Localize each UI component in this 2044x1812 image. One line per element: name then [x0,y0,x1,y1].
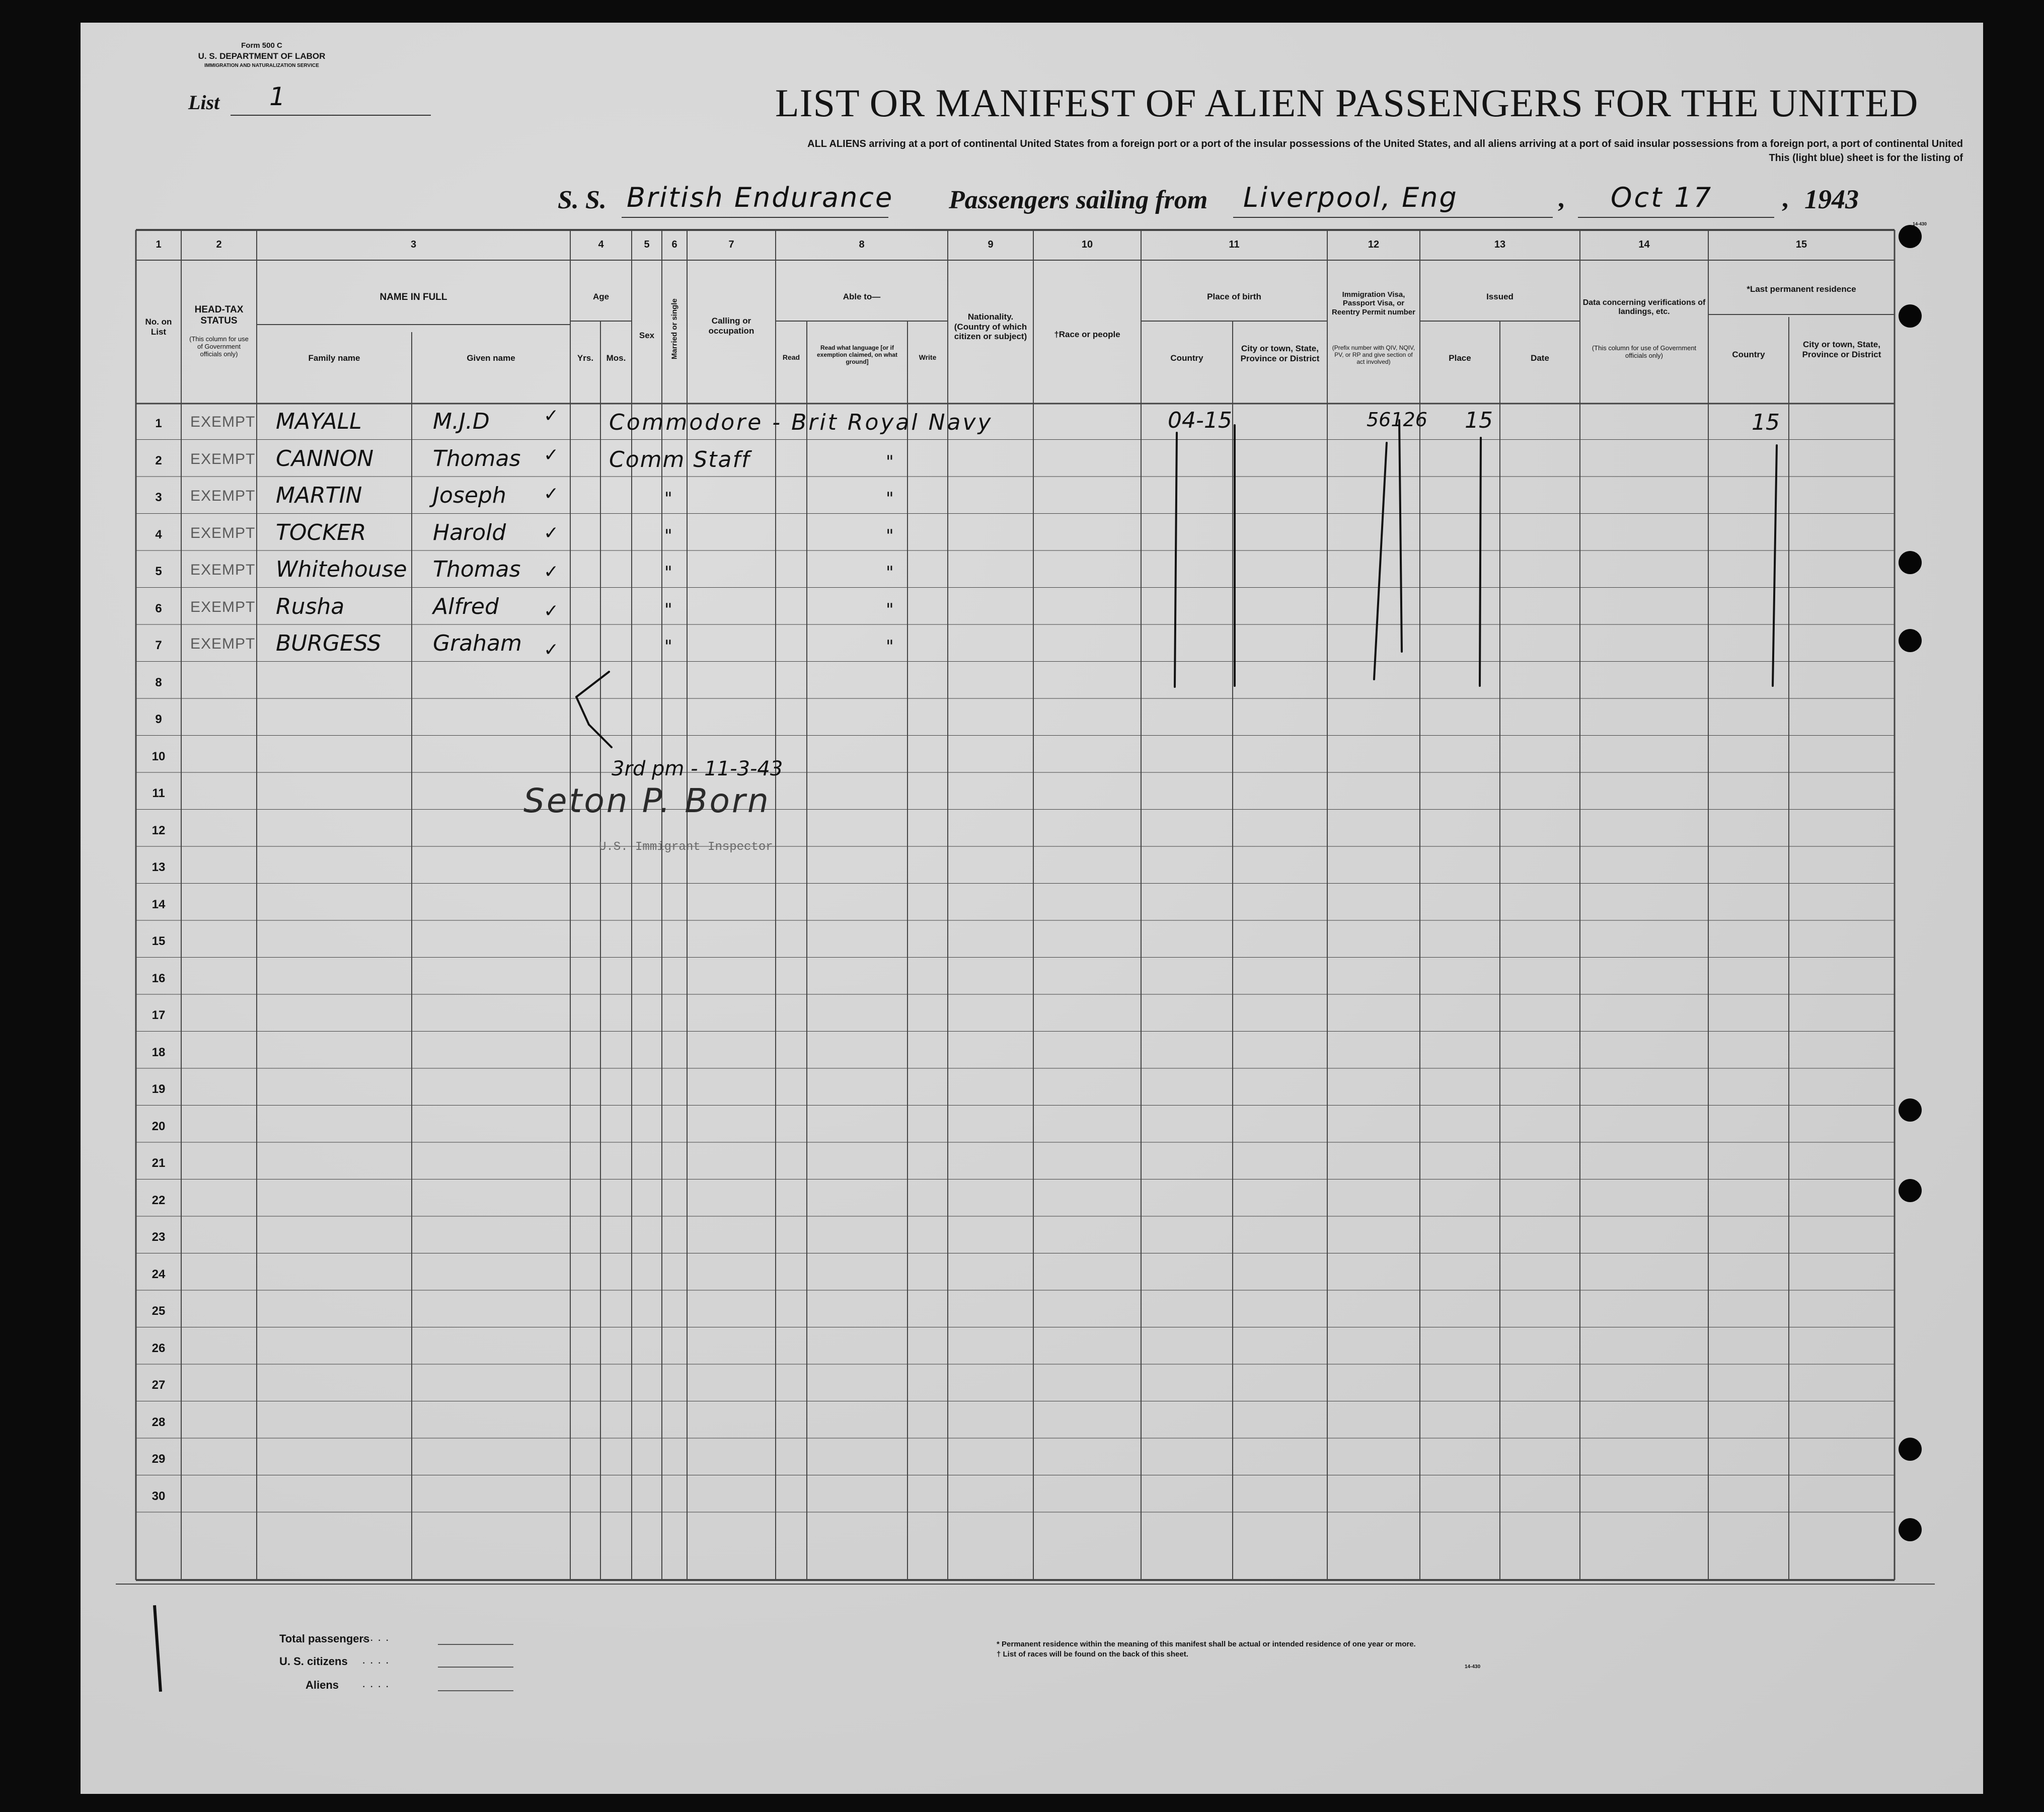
header-date: Date [1531,353,1549,363]
instruction-text-2: This (light blue) sheet is for the listing of [1769,152,1963,164]
visa-issued: 15 [1465,408,1493,433]
header-read: Read [782,353,800,361]
footer-blank-line [438,1667,513,1668]
footer-aliens-label: Aliens [306,1679,339,1691]
row-number: 22 [152,1193,166,1207]
header-country: Country [1170,353,1203,363]
header-sex: Sex [639,331,655,340]
row-number: 24 [152,1267,166,1281]
ship-name: British Endurance [627,182,894,213]
row-number: 16 [152,971,166,985]
family-name: MAYALL [276,409,362,434]
handwritten-annotation: 3rd pm - 11-3-43 [612,757,783,780]
check-mark: ✓ [544,640,559,660]
row-number: 10 [152,749,166,763]
nationality: " [886,489,894,509]
col-num: 13 [1494,239,1506,250]
col-num: 2 [216,239,222,250]
family-name: Whitehouse [276,557,407,582]
header-verifications: Data concerning verifications of landings, etc. [1582,298,1706,317]
col-num: 10 [1081,239,1093,250]
header-res-city: City or town, State, Province or District [1802,340,1881,359]
separator-comma: , [1782,184,1788,213]
head-tax-status: EXEMPT [190,414,256,430]
family-name: BURGESS [276,631,382,656]
footer-leader-dots: .... [362,1677,394,1690]
row-number: 8 [155,675,162,689]
col-num: 1 [156,239,162,250]
check-mark: ✓ [544,522,559,543]
head-tax-status: EXEMPT [190,562,256,578]
handwritten-ditto-stroke [576,672,609,697]
head-tax-status: EXEMPT [190,488,256,504]
handwritten-ditto-stroke [1399,420,1402,652]
row-number: 18 [152,1045,166,1059]
instruction-text: ALL ALIENS arriving at a port of continental United States from a foreign port or a port of the insular possessions of the United States, and all aliens arriving at a port of said insular possessions from a foreign port, a port of continental United [807,138,1963,149]
header-married: Married or single [670,298,679,360]
given-name: Joseph [433,483,506,508]
header-verifications-note: (This column for use of Government officials only) [1592,344,1697,359]
header-place: Place [1449,353,1471,363]
header-write: Write [919,353,937,361]
age-years: " [664,525,672,546]
family-name: CANNON [276,445,374,471]
row-number: 5 [155,565,162,578]
header-mos: Mos. [606,353,626,363]
col-num: 15 [1795,239,1807,250]
given-name: Thomas [433,557,521,582]
row-number: 6 [155,601,162,615]
corner-code: 14-430 [1913,221,1927,226]
list-label: List [188,91,220,114]
sailing-label: Passengers sailing from [949,186,1208,214]
nationality: " [886,525,894,546]
handwritten-ditto-stroke [1175,433,1177,687]
header-race: †Race or people [1054,330,1120,339]
footer-blank-line [438,1644,513,1645]
nationality: " [886,451,894,472]
col-num: 3 [410,239,417,250]
header-place-of-birth: Place of birth [1207,292,1261,301]
col-num: 8 [859,239,865,250]
header-visa-note: (Prefix number with QIV, NQIV, PV, or RP and give section of act involved) [1332,344,1415,365]
row-number: 2 [155,453,162,467]
separator-comma: , [1558,184,1564,213]
col-num: 11 [1229,239,1240,250]
header-issued: Issued [1486,292,1513,301]
footer-citizens-label: U. S. citizens [279,1655,348,1668]
col-num: 4 [598,239,604,250]
header-res-country: Country [1732,350,1765,359]
age-years: " [664,599,672,620]
col-num: 12 [1368,239,1380,250]
department: U. S. DEPARTMENT OF LABOR [198,51,326,61]
list-value: 1 [269,82,285,111]
header-visa: Immigration Visa, Passport Visa, or Reentry Permit number [1332,290,1415,317]
row-number: 4 [155,527,162,541]
nationality: " [886,563,894,583]
check-mark: ✓ [544,444,559,465]
nationality: " [886,637,894,657]
row-number: 20 [152,1119,166,1133]
header-head-tax: HEAD-TAX STATUS [194,304,244,326]
col-num: 6 [671,239,677,250]
service: IMMIGRATION AND NATURALIZATION SERVICE [204,63,319,68]
sailing-date: Oct 17 [1611,182,1713,213]
col-num: 9 [988,239,994,250]
inspector-signature: Seton P. Born [523,781,771,820]
page-title: LIST OR MANIFEST OF ALIEN PASSENGERS FOR THE UNITED [775,81,1919,125]
header-no-on-list: No. on List [145,317,172,337]
row-number: 11 [152,786,165,800]
row-number: 15 [152,934,166,948]
table-grid [81,23,1983,1794]
visa-number: 56126 [1367,409,1427,431]
occupation: Comm Staff [609,446,750,472]
inspector-stamp: U.S. Immigrant Inspector [599,840,773,854]
row-number: 23 [152,1230,166,1244]
age-years: " [664,489,672,509]
given-name: Thomas [433,445,521,471]
header-nationality: Nationality. (Country of which citizen or subject) [954,312,1027,342]
check-mark: ✓ [544,600,559,621]
age-years: " [664,563,672,583]
header-given-name: Given name [467,353,515,363]
row-number: 29 [152,1452,166,1466]
row-number: 14 [152,897,166,911]
birth-country: 04-15 [1168,408,1232,433]
row-number: 7 [155,639,162,652]
row-number: 25 [152,1304,166,1318]
header-last-residence: *Last permanent residence [1747,284,1856,294]
footer-note-races: † List of races will be found on the back of this sheet. [997,1650,1188,1659]
col-num: 14 [1638,239,1650,250]
header-yrs: Yrs. [577,353,594,363]
footer-blank-line [438,1690,513,1691]
header-age: Age [592,292,610,301]
row-number: 12 [152,823,166,837]
header-head-tax-note: (This column for use of Government officials only) [189,335,249,358]
row-number: 1 [155,417,162,430]
col-num: 5 [644,239,650,250]
row-number: 3 [155,491,162,504]
residence-country: 15 [1752,410,1780,435]
head-tax-status: EXEMPT [190,636,256,652]
given-name: Harold [433,519,506,545]
footer-note-residence: * Permanent residence within the meaning of this manifest shall be actual or intended residence of one year or more. [997,1640,1416,1648]
check-mark: ✓ [544,484,559,504]
row-number: 26 [152,1341,166,1355]
given-name: M.J.D [433,409,490,434]
handwritten-ditto-stroke [1480,438,1481,686]
row-number: 19 [152,1082,166,1096]
footer-leader-dots: .... [362,1631,394,1643]
row-number: 30 [152,1489,166,1503]
handwritten-ditto-stroke [1773,445,1777,686]
manifest-sheet [81,23,1983,1794]
row-number: 17 [152,1008,166,1022]
footer-code: 14-430 [1465,1664,1481,1670]
handwritten-ditto-stroke [576,697,589,725]
family-name: TOCKER [276,519,366,545]
footer-leader-dots: .... [362,1653,394,1666]
given-name: Alfred [433,593,499,619]
sailing-year: 1943 [1804,184,1859,214]
col-num: 7 [728,239,734,250]
head-tax-status: EXEMPT [190,450,256,467]
row-number: 9 [155,713,162,726]
age-years: " [664,637,672,657]
handwritten-ditto-stroke [1374,443,1387,679]
head-tax-status: EXEMPT [190,524,256,541]
given-name: Graham [433,631,522,656]
form-number: Form 500 C [241,41,282,50]
footer-total-label: Total passengers [279,1632,370,1645]
family-name: Rusha [276,593,345,619]
row-number: 13 [152,860,166,874]
ss-label: S. S. [558,186,607,214]
header-able-to: Able to— [843,292,881,301]
header-city: City or town, State, Province or District [1240,344,1320,363]
occupation: Commodore - Brit Royal Navy [609,410,993,435]
header-name-in-full: NAME IN FULL [380,292,447,302]
family-name: MARTIN [276,483,362,508]
head-tax-status: EXEMPT [190,598,256,615]
row-number: 21 [152,1156,166,1170]
check-mark: ✓ [544,562,559,582]
port-of-departure: Liverpool, Eng [1243,182,1458,213]
header-calling: Calling or occupation [708,316,754,336]
check-mark: ✓ [544,406,559,426]
header-read-language: Read what language [or if exemption claimed, on what ground] [816,344,898,365]
row-number: 28 [152,1415,166,1429]
header-family-name: Family name [308,353,360,363]
row-number: 27 [152,1378,166,1392]
nationality: " [886,599,894,620]
